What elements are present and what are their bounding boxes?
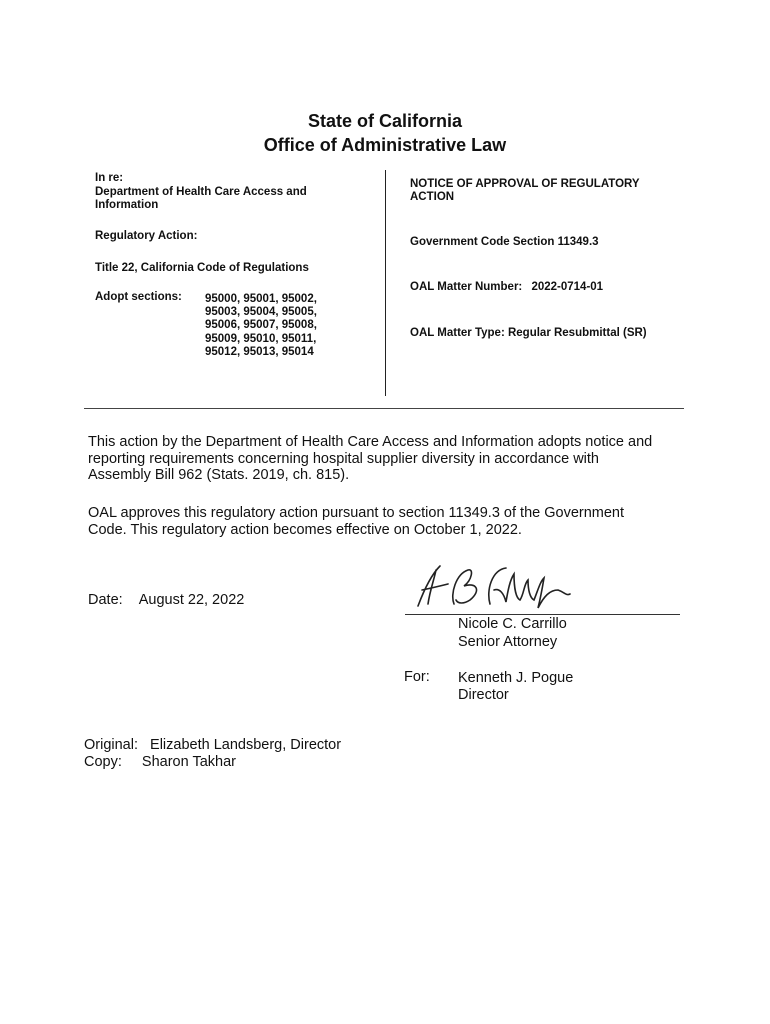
paragraph-1-line: This action by the Department of Health Care Access and Information adopts notice and — [88, 434, 653, 450]
for-name: Kenneth J. Pogue — [458, 670, 574, 686]
date-value: August 22, 2022 — [138, 592, 245, 608]
copy-row — [84, 753, 236, 771]
adopt-sections-label: Adopt sections: — [95, 291, 182, 303]
paragraph-1-line: reporting requirements concerning hospital supplier diversity in accordance with — [88, 450, 599, 467]
sections-list — [205, 293, 317, 359]
signer-name: Nicole C. Carrillo — [458, 616, 567, 632]
header-office: Office of Administrative Law — [263, 135, 507, 155]
sections-line: 95006, 95007, 95008, — [205, 319, 317, 332]
paragraph-2-line: OAL approves this regulatory action pursuant to section 11349.3 of the Government — [88, 505, 625, 521]
header-state: State of California — [307, 111, 463, 131]
paragraph-1-line: Assembly Bill 962 (Stats. 2019, ch. 815). — [88, 467, 350, 483]
matter-number: 2022-0714-01 — [531, 281, 604, 293]
for-label: For: — [404, 669, 430, 685]
original-row — [84, 736, 341, 754]
copy-label: Copy: — [84, 754, 122, 770]
gov-code: Government Code Section 11349.3 — [410, 236, 599, 248]
original-name: Elizabeth Landsberg, Director — [150, 737, 342, 753]
signer-title: Senior Attorney — [458, 634, 558, 650]
paragraph-2-line: Code. This regulatory action becomes effective on October 1, 2022. — [88, 521, 522, 538]
sections-line: 95003, 95004, 95005, — [205, 306, 317, 319]
matter-type: OAL Matter Type: Regular Resubmittal (SR) — [410, 327, 647, 339]
in-re-label: In re: — [95, 172, 124, 184]
regulatory-action-label: Regulatory Action: — [95, 230, 198, 242]
matter-number-label: OAL Matter Number: — [410, 281, 523, 293]
sections-line: 95000, 95001, 95002, — [205, 293, 317, 305]
copy-name: Sharon Takhar — [141, 754, 236, 770]
sections-line: 95012, 95013, 95014 — [205, 345, 314, 358]
vertical-divider — [385, 170, 386, 396]
original-label: Original: — [84, 737, 138, 753]
paragraph-1 — [88, 434, 688, 484]
date-label: Date: — [88, 592, 123, 608]
department-line2: Information — [95, 199, 159, 211]
matter-number-row — [410, 281, 603, 294]
horizontal-rule — [84, 408, 684, 409]
for-title: Director — [458, 687, 509, 703]
department-line1: Department of Health Care Access and — [95, 186, 307, 198]
paragraph-2 — [88, 505, 688, 538]
title-line: Title 22, California Code of Regulations — [95, 262, 309, 274]
date-row — [88, 591, 244, 609]
notice-line1: NOTICE OF APPROVAL OF REGULATORY — [410, 178, 640, 190]
sections-line: 95009, 95010, 95011, — [205, 332, 317, 345]
handwritten-signature — [410, 560, 580, 612]
notice-line2: ACTION — [410, 191, 455, 203]
